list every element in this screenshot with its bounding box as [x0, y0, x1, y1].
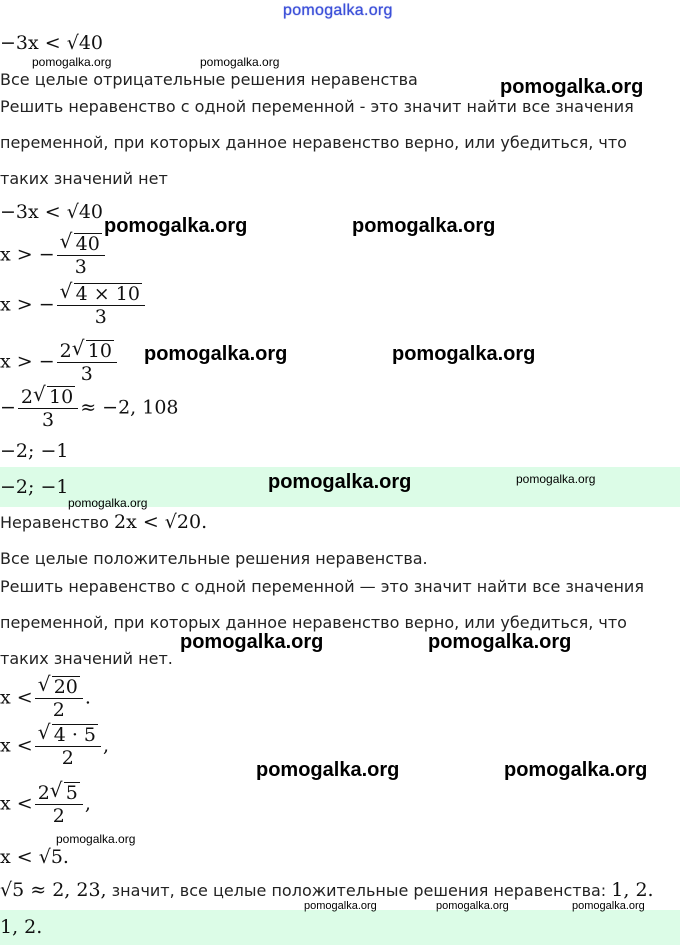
sqrt	[60, 233, 102, 255]
task1-step3-num: 4 × 10	[75, 283, 140, 305]
task2-condition	[0, 511, 207, 533]
site-watermark: pomogalka.org	[32, 55, 112, 69]
fraction	[35, 782, 83, 827]
site-watermark: pomogalka.org	[428, 631, 572, 653]
task2-conclusion-text: значит, все целые положительные решения неравенства:	[111, 881, 607, 900]
task1-approx-den: 3	[42, 409, 55, 431]
task2-step3-den: 2	[52, 805, 65, 827]
site-watermark: pomogalka.org	[352, 215, 496, 237]
site-watermark: pomogalka.org	[500, 76, 644, 98]
task1-step4	[0, 340, 119, 385]
fraction	[35, 676, 83, 721]
task1-step1: −3x < √40	[0, 201, 104, 223]
task2-step3-coef: 2	[37, 782, 50, 804]
sqrt	[72, 340, 114, 362]
task1-step2-num: 40	[75, 233, 100, 255]
site-watermark: pomogalka.org	[392, 343, 536, 365]
site-watermark: pomogalka.org	[304, 900, 377, 912]
task1-condition: −3x < √40	[0, 32, 104, 54]
sqrt	[38, 724, 98, 746]
fraction	[57, 340, 117, 385]
task1-approx-rad: 10	[49, 386, 74, 408]
site-watermark: pomogalka.org	[144, 343, 288, 365]
task2-step3	[0, 782, 91, 827]
sqrt	[33, 386, 75, 408]
answer-highlight	[0, 910, 680, 945]
fraction	[57, 233, 105, 278]
task1-intro-line3: таких значений нет	[0, 169, 168, 188]
task2-conclusion	[0, 879, 654, 901]
task2-conclusion-values: 1, 2.	[611, 879, 654, 901]
task2-step1	[0, 676, 91, 721]
task1-step3	[0, 283, 147, 328]
task2-step3-tail: ,	[84, 792, 91, 815]
task2-step3-lhs: x <	[0, 792, 33, 815]
fraction	[18, 386, 78, 431]
site-watermark: pomogalka.org	[283, 2, 393, 19]
task2-step1-tail: .	[84, 686, 91, 709]
task2-step2-den: 2	[61, 747, 74, 769]
task1-question: Все целые отрицательные решения неравенства	[0, 70, 418, 89]
sqrt	[50, 782, 80, 804]
site-watermark: pomogalka.org	[104, 215, 248, 237]
task2-condition-math: 2x < √20.	[114, 511, 208, 533]
task1-step3-lhs: x > −	[0, 293, 55, 316]
task2-step1-den: 2	[52, 699, 65, 721]
task2-step2-tail: ,	[102, 734, 110, 757]
task1-step2	[0, 233, 107, 278]
task2-intro-line3: таких значений нет.	[0, 649, 173, 668]
sqrt	[60, 283, 142, 305]
task1-approx-tail: ≈ −2, 108	[80, 396, 179, 419]
task2-step4: x < √5.	[0, 846, 69, 868]
fraction	[35, 724, 101, 769]
task1-solutions: −2; −1	[0, 440, 69, 462]
site-watermark: pomogalka.org	[268, 471, 412, 493]
site-watermark: pomogalka.org	[504, 759, 648, 781]
task1-intro-line2: переменной, при которых данное неравенство верно, или убедиться, что	[0, 133, 627, 152]
task1-step4-den: 3	[80, 363, 93, 385]
site-watermark: pomogalka.org	[256, 759, 400, 781]
task1-approx: − $\frac{2√ 10}{3}$ ≈ −2, 108	[0, 386, 179, 431]
task2-step1-num: 20	[53, 676, 78, 698]
fraction	[57, 283, 145, 328]
task1-step2-den: 3	[74, 256, 87, 278]
task1-step2-lhs: x > −	[0, 243, 55, 266]
site-watermark: pomogalka.org	[200, 55, 280, 69]
site-watermark: pomogalka.org	[68, 496, 148, 510]
site-watermark: pomogalka.org	[56, 832, 136, 846]
sqrt	[38, 676, 80, 698]
task2-answer: 1, 2.	[0, 916, 43, 938]
task1-step4-coef: 2	[59, 340, 72, 362]
task2-conclusion-math: √5 ≈ 2, 23,	[0, 879, 107, 901]
task2-condition-prefix: Неравенство	[0, 513, 109, 532]
site-watermark: pomogalka.org	[436, 900, 509, 912]
task2-step1-lhs: x <	[0, 686, 33, 709]
site-watermark: pomogalka.org	[572, 900, 645, 912]
task2-step2-num: 4 · 5	[53, 724, 96, 746]
task2-step2-lhs: x <	[0, 734, 33, 757]
site-watermark: pomogalka.org	[180, 631, 324, 653]
task2-step3-rad: 5	[65, 782, 78, 804]
task2-question: Все целые положительные решения неравенства.	[0, 549, 428, 568]
site-watermark: pomogalka.org	[516, 472, 596, 486]
task1-step4-rad: 10	[87, 340, 112, 362]
task1-approx-coef: 2	[20, 386, 34, 408]
task1-step3-den: 3	[94, 306, 107, 328]
task1-step4-lhs: x > −	[0, 350, 55, 373]
task1-answer: −2; −1	[0, 476, 69, 498]
task2-intro-line1: Решить неравенство с одной переменной — это значит найти все значения	[0, 577, 644, 596]
task1-intro-line1: Решить неравенство с одной переменной - это значит найти все значения	[0, 97, 634, 116]
task2-step2	[0, 724, 109, 769]
task2-intro-line2: переменной, при которых данное неравенство верно, или убедиться, что	[0, 613, 627, 632]
